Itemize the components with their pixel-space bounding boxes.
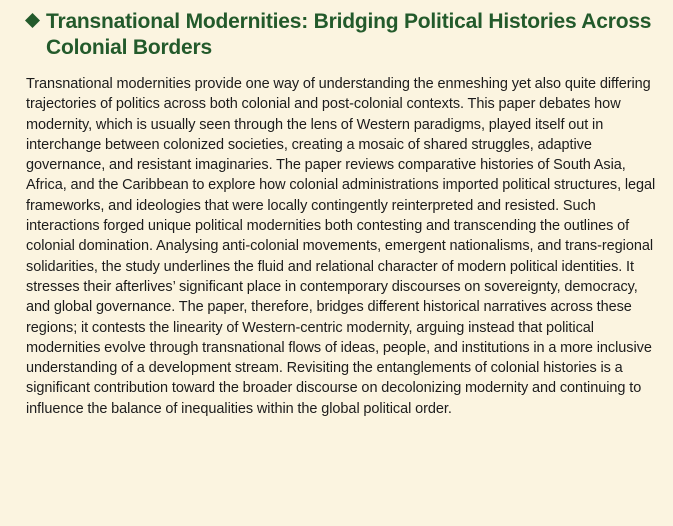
- abstract-paragraph: Transnational modernities provide one way of understanding the enmeshing yet also quite differing trajectories of politics across both colonial and post-colonial contexts. This paper debates how modernity, which is usually seen through the lens of Western paradigms, played itself out in interchange between colonized societies, creating a mosaic of shared struggles, adaptive governance, and resistant imaginaries. The paper reviews comparative histories of South Asia, Africa, and the Caribbean to explore how colonial administrations imported political structures, legal frameworks, and ideologies that were locally contingently reinterpreted and resisted. Such interactions forged unique political modernities both contesting and transcending the outlines of colonial domination. Analysing anti-colonial movements, emergent nationalisms, and trans-regional solidarities, the study underlines the fluid and relational character of modern political identities. It stresses their afterlives’ significant place in contemporary discourses on sovereignty, democracy, and global governance. The paper, therefore, bridges different historical narratives across these regions; it contests the linearity of Western-centric modernity, arguing instead that political modernities evolve through transnational flows of ideas, people, and institutions in a more inclusive understanding of a development stream. Revisiting the entanglements of colonial histories is a significant contribution toward the broader discourse on decolonizing modernity and continuing to influence the balance of inequalities within the global political order.: [26, 76, 656, 417]
- diamond-bullet-icon: [25, 13, 40, 28]
- paper-title: Transnational Modernities: Bridging Political Histories Across Colonial Borders: [46, 10, 652, 59]
- paper-heading: [26, 9, 659, 61]
